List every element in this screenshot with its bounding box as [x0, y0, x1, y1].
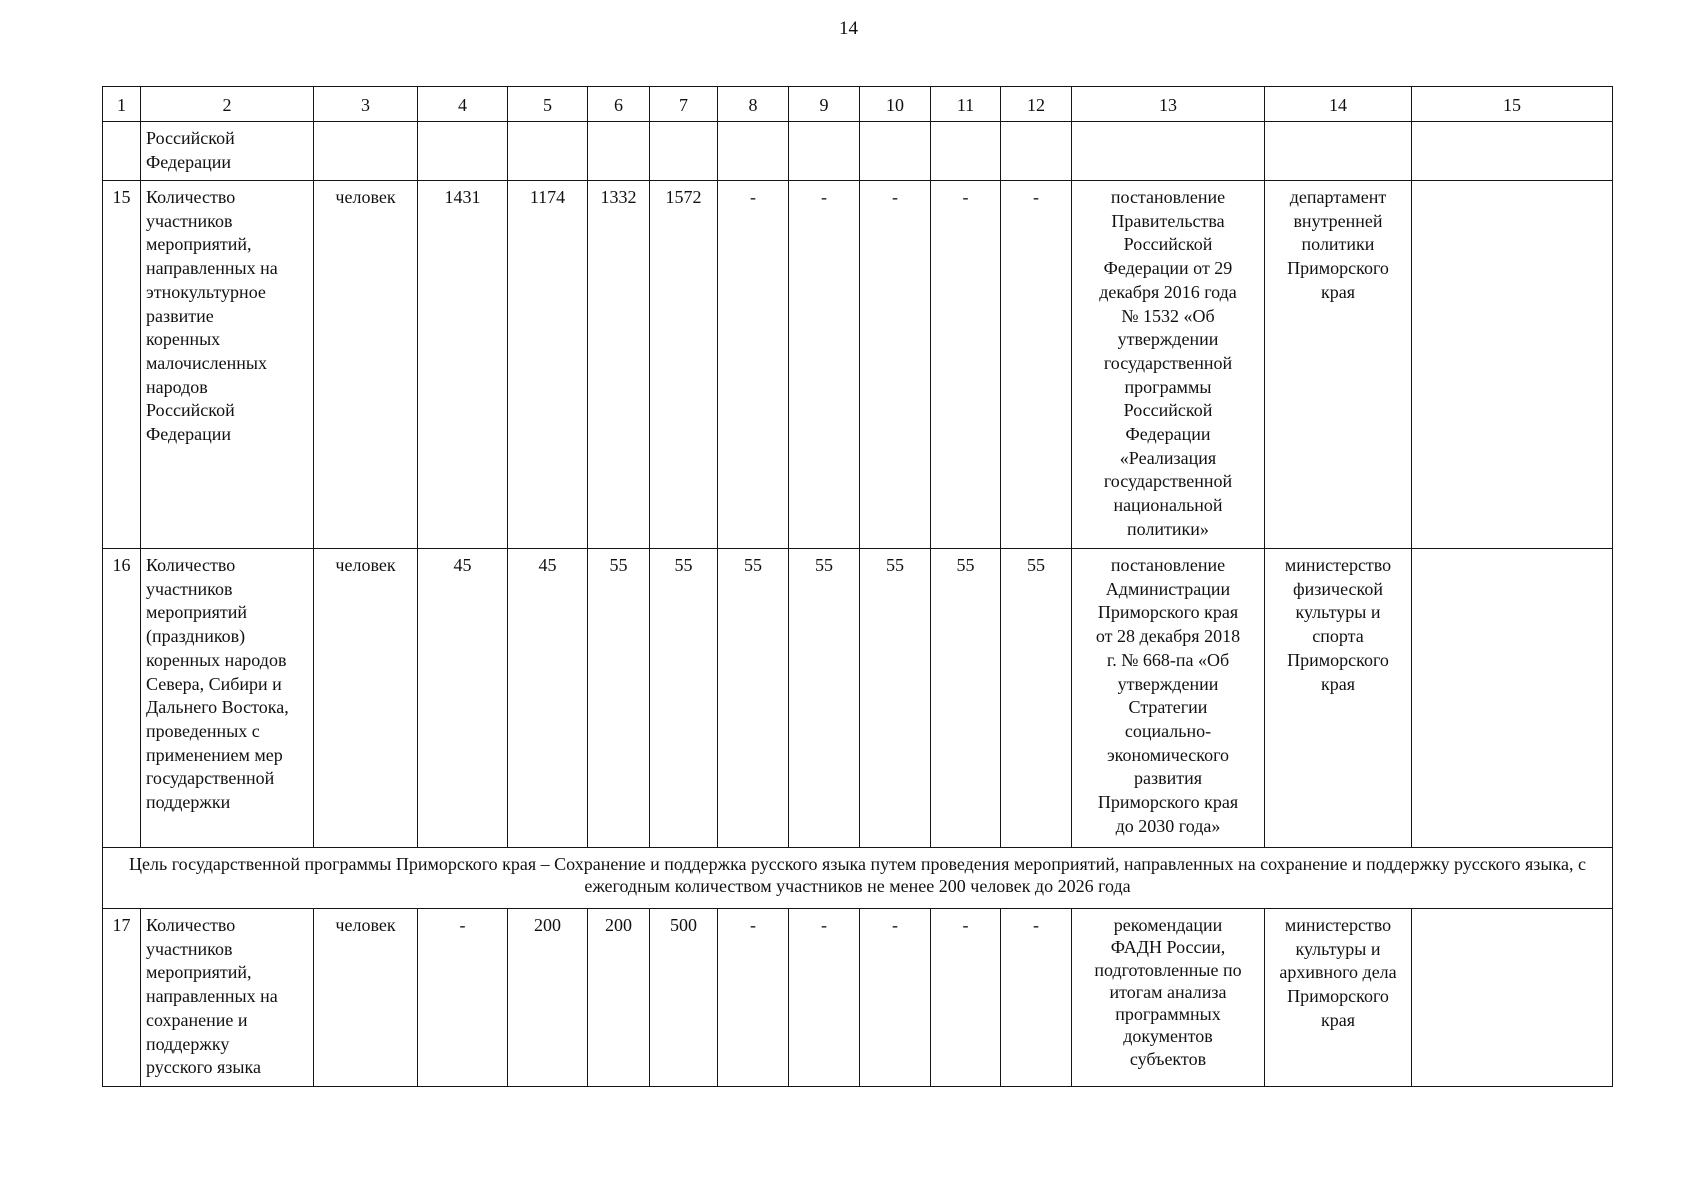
value-cell: - — [1001, 181, 1072, 549]
value-cell: 55 — [718, 549, 789, 848]
value-cell: - — [1001, 909, 1072, 1087]
table-row — [103, 549, 1613, 848]
value-cell: 500 — [650, 909, 718, 1087]
indicator-name-continued: Российской Федерации — [141, 122, 314, 181]
indicator-name: Количество участников мероприятий, направленных на сохранение и поддержку русского языка — [141, 909, 314, 1087]
column-header: 1 — [103, 87, 141, 122]
value-cell: - — [789, 181, 860, 549]
value-cell: 1174 — [508, 181, 588, 549]
value-cell: 55 — [1001, 549, 1072, 848]
value-cell: 45 — [418, 549, 508, 848]
page-number: 14 — [839, 18, 858, 39]
value-cell: 55 — [588, 549, 650, 848]
column-header: 7 — [650, 87, 718, 122]
value-cell: - — [931, 909, 1001, 1087]
value-cell: 1572 — [650, 181, 718, 549]
value-cell: 1332 — [588, 181, 650, 549]
value-cell: 200 — [588, 909, 650, 1087]
column-header: 6 — [588, 87, 650, 122]
column-header: 13 — [1072, 87, 1265, 122]
value-cell: 55 — [931, 549, 1001, 848]
legal-basis: постановление Правительства Российской Федерации от 29 декабря 2016 года № 1532 «Об утверждении государственной программы Российской Федерации «Реализация государственной национальной политики» — [1072, 181, 1265, 549]
column-header: 11 — [931, 87, 1001, 122]
unit: человек — [314, 181, 418, 549]
column-header: 15 — [1412, 87, 1613, 122]
value-cell: 1431 — [418, 181, 508, 549]
value-cell: - — [860, 909, 931, 1087]
legal-basis: рекомендации ФАДН России, подготовленные по итогам анализа программных документов субъектов — [1072, 909, 1265, 1087]
row-number: 16 — [103, 549, 141, 848]
indicator-name: Количество участников мероприятий, направленных на этнокультурное развитие коренных малочисленных народов Российской Федерации — [141, 181, 314, 549]
legal-basis: постановление Администрации Приморского края от 28 декабря 2018 г. № 668-па «Об утверждении Стратегии социально- экономического развития Приморского края до 2030 года» — [1072, 549, 1265, 848]
value-cell: 45 — [508, 549, 588, 848]
indicators-table — [102, 86, 1613, 1087]
column-header: 5 — [508, 87, 588, 122]
note-cell — [1412, 181, 1613, 549]
responsible-body: министерство культуры и архивного дела Приморского края — [1265, 909, 1412, 1087]
value-cell: - — [718, 909, 789, 1087]
column-header: 12 — [1001, 87, 1072, 122]
continuation-row — [103, 122, 1613, 181]
value-cell: 55 — [860, 549, 931, 848]
table-row — [103, 909, 1613, 1087]
row-number: 15 — [103, 181, 141, 549]
value-cell: - — [418, 909, 508, 1087]
value-cell: - — [718, 181, 789, 549]
column-header: 10 — [860, 87, 931, 122]
value-cell: 55 — [789, 549, 860, 848]
program-goal-text: Цель государственной программы Приморского края – Сохранение и поддержка русского языка путем проведения мероприятий, направленных на сохранение и поддержку русского языка, с ежегодным количеством участников не менее 200 человек до 2026 года — [103, 848, 1613, 909]
value-cell: 55 — [650, 549, 718, 848]
column-header: 4 — [418, 87, 508, 122]
column-header: 8 — [718, 87, 789, 122]
responsible-body: министерство физической культуры и спорта Приморского края — [1265, 549, 1412, 848]
value-cell: - — [860, 181, 931, 549]
unit: человек — [314, 909, 418, 1087]
row-number: 17 — [103, 909, 141, 1087]
value-cell: - — [931, 181, 1001, 549]
responsible-body: департамент внутренней политики Приморского края — [1265, 181, 1412, 549]
unit: человек — [314, 549, 418, 848]
indicator-name: Количество участников мероприятий (праздников) коренных народов Севера, Сибири и Дальнего Востока, проведенных с применением мер государственной поддержки — [141, 549, 314, 848]
column-header: 2 — [141, 87, 314, 122]
note-cell — [1412, 549, 1613, 848]
column-header: 9 — [789, 87, 860, 122]
note-cell — [1412, 909, 1613, 1087]
value-cell: - — [789, 909, 860, 1087]
goal-row — [103, 848, 1613, 909]
column-header: 14 — [1265, 87, 1412, 122]
table-row — [103, 181, 1613, 549]
column-header: 3 — [314, 87, 418, 122]
value-cell: 200 — [508, 909, 588, 1087]
column-number-row — [103, 87, 1613, 122]
